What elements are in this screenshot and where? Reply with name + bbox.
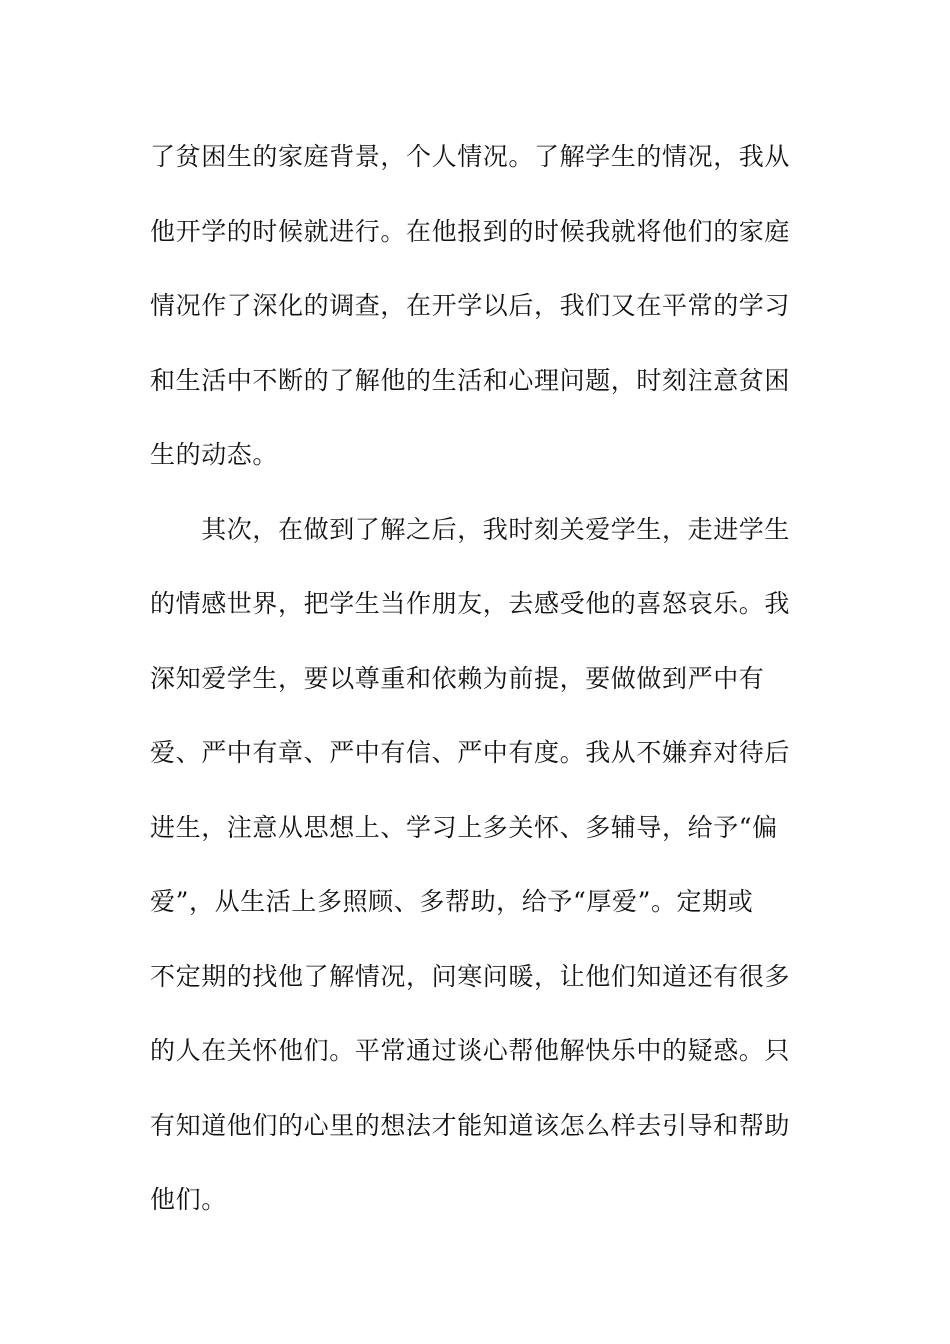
body-text <box>150 128 795 1246</box>
paragraph-2 <box>150 501 795 1246</box>
text-line: 不定期的找他了解情况，问寒问暖，让他们知道还有很多 <box>150 961 791 991</box>
text-line: 情况作了深化的调查，在开学以后，我们又在平常的学习 <box>150 291 791 320</box>
text-line: 爱”，从生活上多照顾、多帮助，给予“厚爱”。定期或 <box>150 887 754 916</box>
text-line: 深知爱学生，要以尊重和依赖为前提，要做做到严中有 <box>150 663 765 693</box>
text-line: 的人在关怀他们。平常通过谈心帮他解快乐中的疑惑。只 <box>150 1036 791 1065</box>
text-line: 有知道他们的心里的想法才能知道该怎么样去引导和帮助 <box>150 1110 791 1140</box>
text-line: 生的动态。 <box>150 440 279 469</box>
text-line: 他开学的时候就进行。在他报到的时候我就将他们的家庭 <box>150 216 791 246</box>
text-line: 的情感世界，把学生当作朋友，去感受他的喜怒哀乐。我 <box>150 589 791 618</box>
text-line: 爱、严中有章、严中有信、严中有度。我从不嫌弃对待后 <box>150 738 791 767</box>
text-line: 其次，在做到了解之后，我时刻关爱学生，走进学生 <box>150 514 791 544</box>
text-line: 和生活中不断的了解他的生活和心理问题，时刻注意贫困 <box>150 365 791 395</box>
text-line: 了贫困生的家庭背景，个人情况。了解学生的情况，我从 <box>150 142 791 171</box>
paragraph-1 <box>150 128 795 501</box>
text-line: 进生，注意从思想上、学习上多关怀、多辅导，给予“偏 <box>150 812 778 842</box>
text-line: 他们。 <box>150 1185 227 1214</box>
